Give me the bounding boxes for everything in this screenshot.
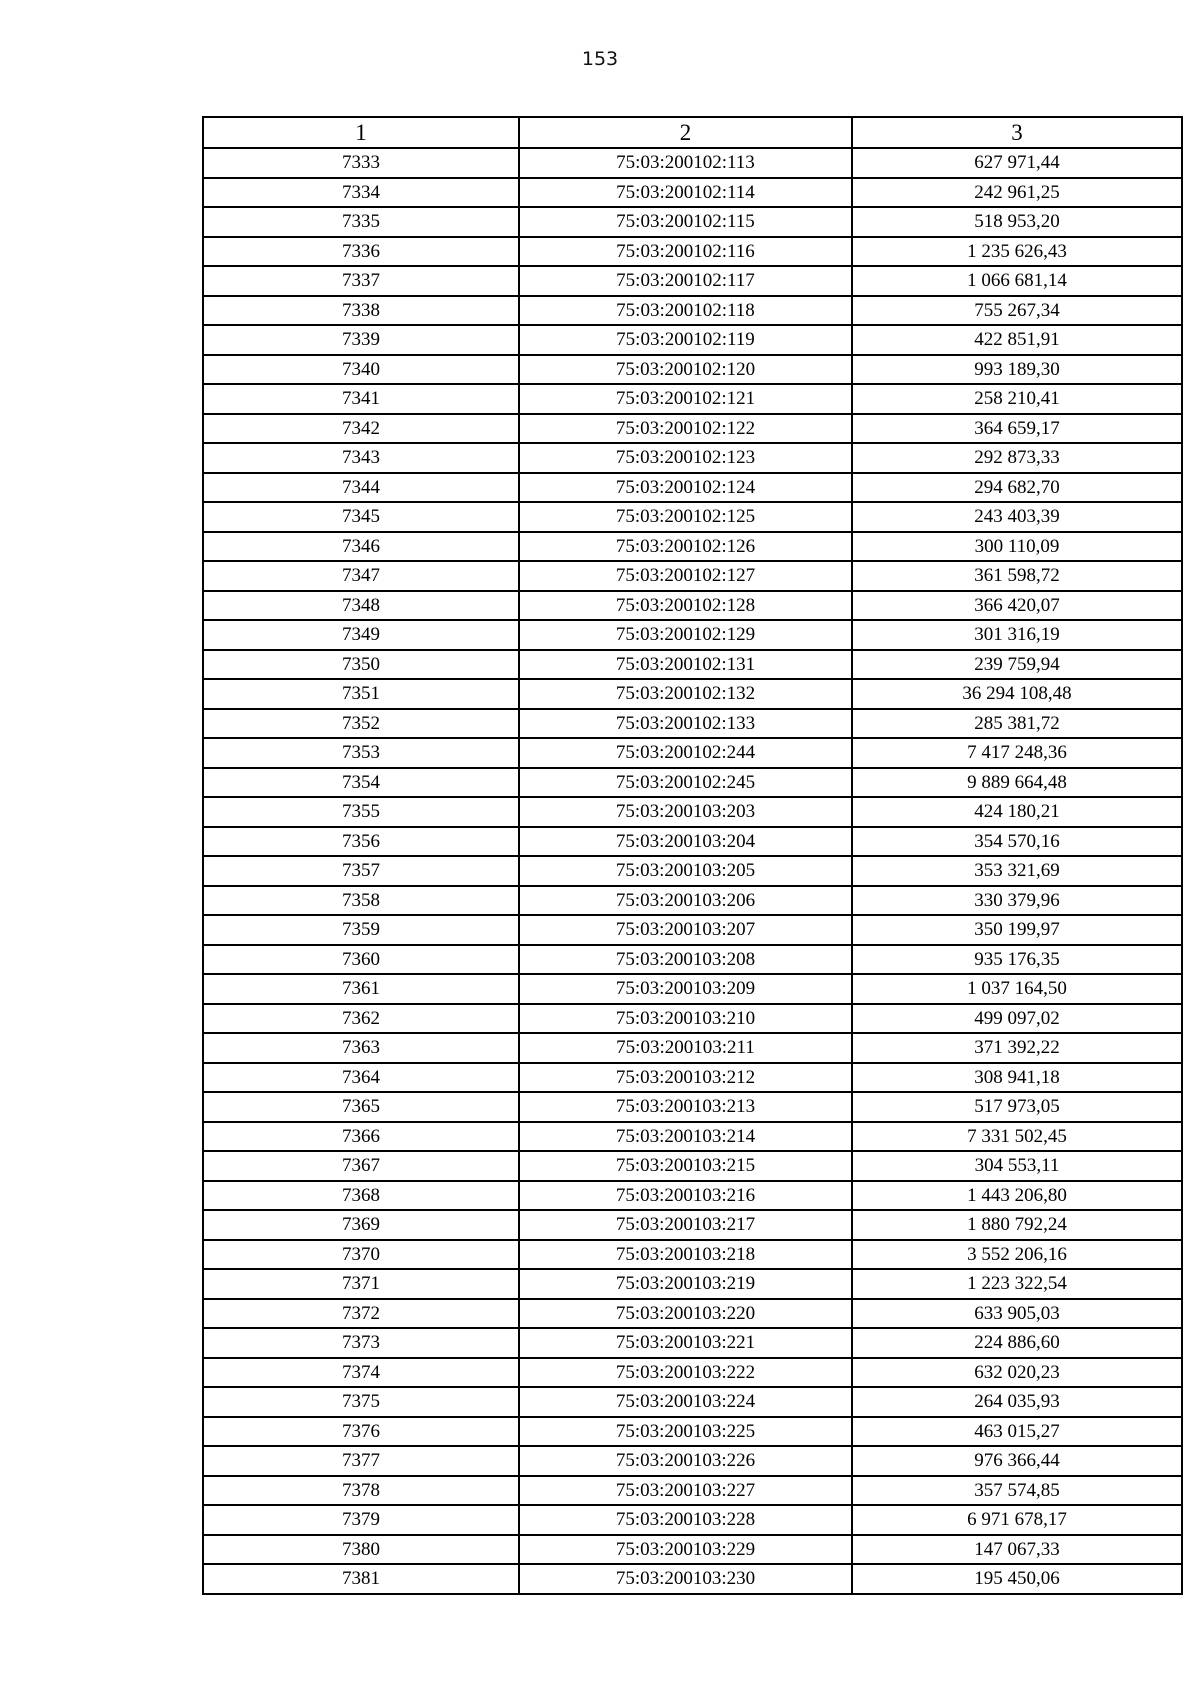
table-row <box>203 1004 1182 1034</box>
cell-cadastral-number: 75:03:200102:245 <box>519 768 852 798</box>
table-body <box>203 148 1182 1594</box>
table-row <box>203 1535 1182 1565</box>
table-row <box>203 355 1182 385</box>
table-row <box>203 915 1182 945</box>
table-row <box>203 1210 1182 1240</box>
cell-number: 7350 <box>203 650 519 680</box>
cell-number: 7343 <box>203 443 519 473</box>
table-row <box>203 296 1182 326</box>
table-row <box>203 1417 1182 1447</box>
cell-value: 292 873,33 <box>852 443 1182 473</box>
cell-cadastral-number: 75:03:200102:117 <box>519 266 852 296</box>
table-row <box>203 1476 1182 1506</box>
table-row <box>203 561 1182 591</box>
cell-value: 632 020,23 <box>852 1358 1182 1388</box>
cell-value: 518 953,20 <box>852 207 1182 237</box>
cell-value: 499 097,02 <box>852 1004 1182 1034</box>
cell-value: 224 886,60 <box>852 1328 1182 1358</box>
cell-number: 7374 <box>203 1358 519 1388</box>
cell-number: 7338 <box>203 296 519 326</box>
table-row <box>203 443 1182 473</box>
table-row <box>203 650 1182 680</box>
table-row <box>203 1505 1182 1535</box>
cell-cadastral-number: 75:03:200102:120 <box>519 355 852 385</box>
cell-number: 7356 <box>203 827 519 857</box>
table-row <box>203 591 1182 621</box>
table-row <box>203 473 1182 503</box>
table-row <box>203 620 1182 650</box>
cell-cadastral-number: 75:03:200102:113 <box>519 148 852 178</box>
table-row <box>203 1387 1182 1417</box>
cell-number: 7337 <box>203 266 519 296</box>
cell-value: 517 973,05 <box>852 1092 1182 1122</box>
cell-cadastral-number: 75:03:200103:224 <box>519 1387 852 1417</box>
table-row <box>203 1033 1182 1063</box>
table-row <box>203 414 1182 444</box>
cell-cadastral-number: 75:03:200102:115 <box>519 207 852 237</box>
cell-cadastral-number: 75:03:200103:225 <box>519 1417 852 1447</box>
cell-cadastral-number: 75:03:200102:114 <box>519 178 852 208</box>
table-row <box>203 1092 1182 1122</box>
cell-number: 7371 <box>203 1269 519 1299</box>
cell-cadastral-number: 75:03:200103:216 <box>519 1181 852 1211</box>
cell-number: 7341 <box>203 384 519 414</box>
cell-value: 993 189,30 <box>852 355 1182 385</box>
cell-cadastral-number: 75:03:200103:220 <box>519 1299 852 1329</box>
cell-cadastral-number: 75:03:200103:208 <box>519 945 852 975</box>
cell-value: 1 443 206,80 <box>852 1181 1182 1211</box>
cell-number: 7373 <box>203 1328 519 1358</box>
cell-cadastral-number: 75:03:200102:128 <box>519 591 852 621</box>
cell-number: 7365 <box>203 1092 519 1122</box>
cell-cadastral-number: 75:03:200103:212 <box>519 1063 852 1093</box>
cell-cadastral-number: 75:03:200103:206 <box>519 886 852 916</box>
cell-number: 7345 <box>203 502 519 532</box>
cell-value: 147 067,33 <box>852 1535 1182 1565</box>
cell-number: 7354 <box>203 768 519 798</box>
cell-number: 7333 <box>203 148 519 178</box>
cell-number: 7334 <box>203 178 519 208</box>
cell-value: 1 880 792,24 <box>852 1210 1182 1240</box>
table-row <box>203 502 1182 532</box>
cell-value: 463 015,27 <box>852 1417 1182 1447</box>
cell-number: 7372 <box>203 1299 519 1329</box>
table-row <box>203 709 1182 739</box>
cell-cadastral-number: 75:03:200102:119 <box>519 325 852 355</box>
header-col-2: 2 <box>519 117 852 148</box>
cell-number: 7346 <box>203 532 519 562</box>
cell-value: 1 223 322,54 <box>852 1269 1182 1299</box>
cell-number: 7349 <box>203 620 519 650</box>
cell-value: 371 392,22 <box>852 1033 1182 1063</box>
cell-cadastral-number: 75:03:200102:122 <box>519 414 852 444</box>
cell-value: 258 210,41 <box>852 384 1182 414</box>
cell-value: 3 552 206,16 <box>852 1240 1182 1270</box>
table-row <box>203 1181 1182 1211</box>
cell-value: 285 381,72 <box>852 709 1182 739</box>
cell-cadastral-number: 75:03:200103:203 <box>519 797 852 827</box>
cell-cadastral-number: 75:03:200102:131 <box>519 650 852 680</box>
cell-value: 361 598,72 <box>852 561 1182 591</box>
table-row <box>203 1063 1182 1093</box>
cell-value: 301 316,19 <box>852 620 1182 650</box>
cell-value: 304 553,11 <box>852 1151 1182 1181</box>
cell-value: 242 961,25 <box>852 178 1182 208</box>
cell-number: 7375 <box>203 1387 519 1417</box>
header-row <box>203 117 1182 148</box>
cell-number: 7364 <box>203 1063 519 1093</box>
cell-number: 7355 <box>203 797 519 827</box>
table-row <box>203 797 1182 827</box>
cell-value: 353 321,69 <box>852 856 1182 886</box>
cell-number: 7378 <box>203 1476 519 1506</box>
cell-cadastral-number: 75:03:200103:217 <box>519 1210 852 1240</box>
cell-number: 7347 <box>203 561 519 591</box>
cell-cadastral-number: 75:03:200103:211 <box>519 1033 852 1063</box>
page-number: 153 <box>581 48 619 70</box>
cell-value: 243 403,39 <box>852 502 1182 532</box>
cell-number: 7336 <box>203 237 519 267</box>
cell-cadastral-number: 75:03:200103:218 <box>519 1240 852 1270</box>
cell-cadastral-number: 75:03:200103:207 <box>519 915 852 945</box>
cadastral-table <box>202 116 1183 1595</box>
cell-cadastral-number: 75:03:200102:121 <box>519 384 852 414</box>
table-row <box>203 384 1182 414</box>
cell-cadastral-number: 75:03:200103:229 <box>519 1535 852 1565</box>
cell-cadastral-number: 75:03:200102:133 <box>519 709 852 739</box>
cell-value: 357 574,85 <box>852 1476 1182 1506</box>
cell-cadastral-number: 75:03:200102:123 <box>519 443 852 473</box>
table-row <box>203 1358 1182 1388</box>
table-row <box>203 207 1182 237</box>
cell-value: 7 417 248,36 <box>852 738 1182 768</box>
table-row <box>203 827 1182 857</box>
cell-cadastral-number: 75:03:200103:213 <box>519 1092 852 1122</box>
cell-number: 7339 <box>203 325 519 355</box>
cell-number: 7377 <box>203 1446 519 1476</box>
table-row <box>203 974 1182 1004</box>
cell-cadastral-number: 75:03:200103:204 <box>519 827 852 857</box>
cell-value: 1 235 626,43 <box>852 237 1182 267</box>
cell-cadastral-number: 75:03:200102:127 <box>519 561 852 591</box>
cell-value: 239 759,94 <box>852 650 1182 680</box>
cell-number: 7370 <box>203 1240 519 1270</box>
cell-cadastral-number: 75:03:200103:230 <box>519 1564 852 1594</box>
cell-cadastral-number: 75:03:200102:126 <box>519 532 852 562</box>
table-row <box>203 1446 1182 1476</box>
cell-number: 7360 <box>203 945 519 975</box>
cell-cadastral-number: 75:03:200103:209 <box>519 974 852 1004</box>
cell-cadastral-number: 75:03:200102:124 <box>519 473 852 503</box>
table-row <box>203 738 1182 768</box>
cell-value: 935 176,35 <box>852 945 1182 975</box>
table-row <box>203 1269 1182 1299</box>
cell-number: 7381 <box>203 1564 519 1594</box>
cell-cadastral-number: 75:03:200103:227 <box>519 1476 852 1506</box>
cell-value: 308 941,18 <box>852 1063 1182 1093</box>
cell-number: 7361 <box>203 974 519 1004</box>
table-row <box>203 325 1182 355</box>
table-row <box>203 1299 1182 1329</box>
cell-value: 350 199,97 <box>852 915 1182 945</box>
cell-number: 7351 <box>203 679 519 709</box>
table-row <box>203 945 1182 975</box>
cell-cadastral-number: 75:03:200103:228 <box>519 1505 852 1535</box>
table-row <box>203 1564 1182 1594</box>
cell-value: 36 294 108,48 <box>852 679 1182 709</box>
cell-cadastral-number: 75:03:200102:129 <box>519 620 852 650</box>
table-row <box>203 1328 1182 1358</box>
cell-value: 264 035,93 <box>852 1387 1182 1417</box>
cell-value: 354 570,16 <box>852 827 1182 857</box>
cell-number: 7344 <box>203 473 519 503</box>
table-row <box>203 886 1182 916</box>
cell-value: 9 889 664,48 <box>852 768 1182 798</box>
cell-cadastral-number: 75:03:200102:118 <box>519 296 852 326</box>
cell-number: 7348 <box>203 591 519 621</box>
cell-cadastral-number: 75:03:200103:214 <box>519 1122 852 1152</box>
table-row <box>203 856 1182 886</box>
cell-cadastral-number: 75:03:200102:116 <box>519 237 852 267</box>
cell-number: 7376 <box>203 1417 519 1447</box>
cell-cadastral-number: 75:03:200103:226 <box>519 1446 852 1476</box>
cell-value: 330 379,96 <box>852 886 1182 916</box>
cell-number: 7357 <box>203 856 519 886</box>
cell-number: 7352 <box>203 709 519 739</box>
cell-cadastral-number: 75:03:200103:210 <box>519 1004 852 1034</box>
cell-value: 1 066 681,14 <box>852 266 1182 296</box>
cell-number: 7363 <box>203 1033 519 1063</box>
table-row <box>203 178 1182 208</box>
cell-number: 7335 <box>203 207 519 237</box>
cell-value: 366 420,07 <box>852 591 1182 621</box>
cell-cadastral-number: 75:03:200103:221 <box>519 1328 852 1358</box>
cell-number: 7340 <box>203 355 519 385</box>
table-row <box>203 532 1182 562</box>
cell-value: 195 450,06 <box>852 1564 1182 1594</box>
cell-value: 633 905,03 <box>852 1299 1182 1329</box>
table-row <box>203 266 1182 296</box>
table-row <box>203 1240 1182 1270</box>
cell-number: 7380 <box>203 1535 519 1565</box>
cell-number: 7342 <box>203 414 519 444</box>
cell-value: 7 331 502,45 <box>852 1122 1182 1152</box>
cell-cadastral-number: 75:03:200102:125 <box>519 502 852 532</box>
cell-number: 7353 <box>203 738 519 768</box>
cell-number: 7379 <box>203 1505 519 1535</box>
header-col-1: 1 <box>203 117 519 148</box>
table-row <box>203 148 1182 178</box>
table-row <box>203 768 1182 798</box>
cell-value: 300 110,09 <box>852 532 1182 562</box>
table-row <box>203 1122 1182 1152</box>
cell-value: 1 037 164,50 <box>852 974 1182 1004</box>
cell-number: 7367 <box>203 1151 519 1181</box>
cell-cadastral-number: 75:03:200103:222 <box>519 1358 852 1388</box>
cell-number: 7369 <box>203 1210 519 1240</box>
cell-value: 627 971,44 <box>852 148 1182 178</box>
cell-number: 7366 <box>203 1122 519 1152</box>
table-row <box>203 679 1182 709</box>
table-row <box>203 237 1182 267</box>
cell-number: 7362 <box>203 1004 519 1034</box>
cell-number: 7368 <box>203 1181 519 1211</box>
cell-cadastral-number: 75:03:200103:219 <box>519 1269 852 1299</box>
header-col-3: 3 <box>852 117 1182 148</box>
cell-value: 364 659,17 <box>852 414 1182 444</box>
cell-value: 755 267,34 <box>852 296 1182 326</box>
cell-value: 294 682,70 <box>852 473 1182 503</box>
cell-cadastral-number: 75:03:200103:215 <box>519 1151 852 1181</box>
cell-value: 422 851,91 <box>852 325 1182 355</box>
cell-value: 424 180,21 <box>852 797 1182 827</box>
cell-number: 7358 <box>203 886 519 916</box>
cell-cadastral-number: 75:03:200102:132 <box>519 679 852 709</box>
cell-cadastral-number: 75:03:200102:244 <box>519 738 852 768</box>
cell-number: 7359 <box>203 915 519 945</box>
cell-cadastral-number: 75:03:200103:205 <box>519 856 852 886</box>
cell-value: 6 971 678,17 <box>852 1505 1182 1535</box>
cell-value: 976 366,44 <box>852 1446 1182 1476</box>
table-header <box>203 117 1182 148</box>
table-row <box>203 1151 1182 1181</box>
